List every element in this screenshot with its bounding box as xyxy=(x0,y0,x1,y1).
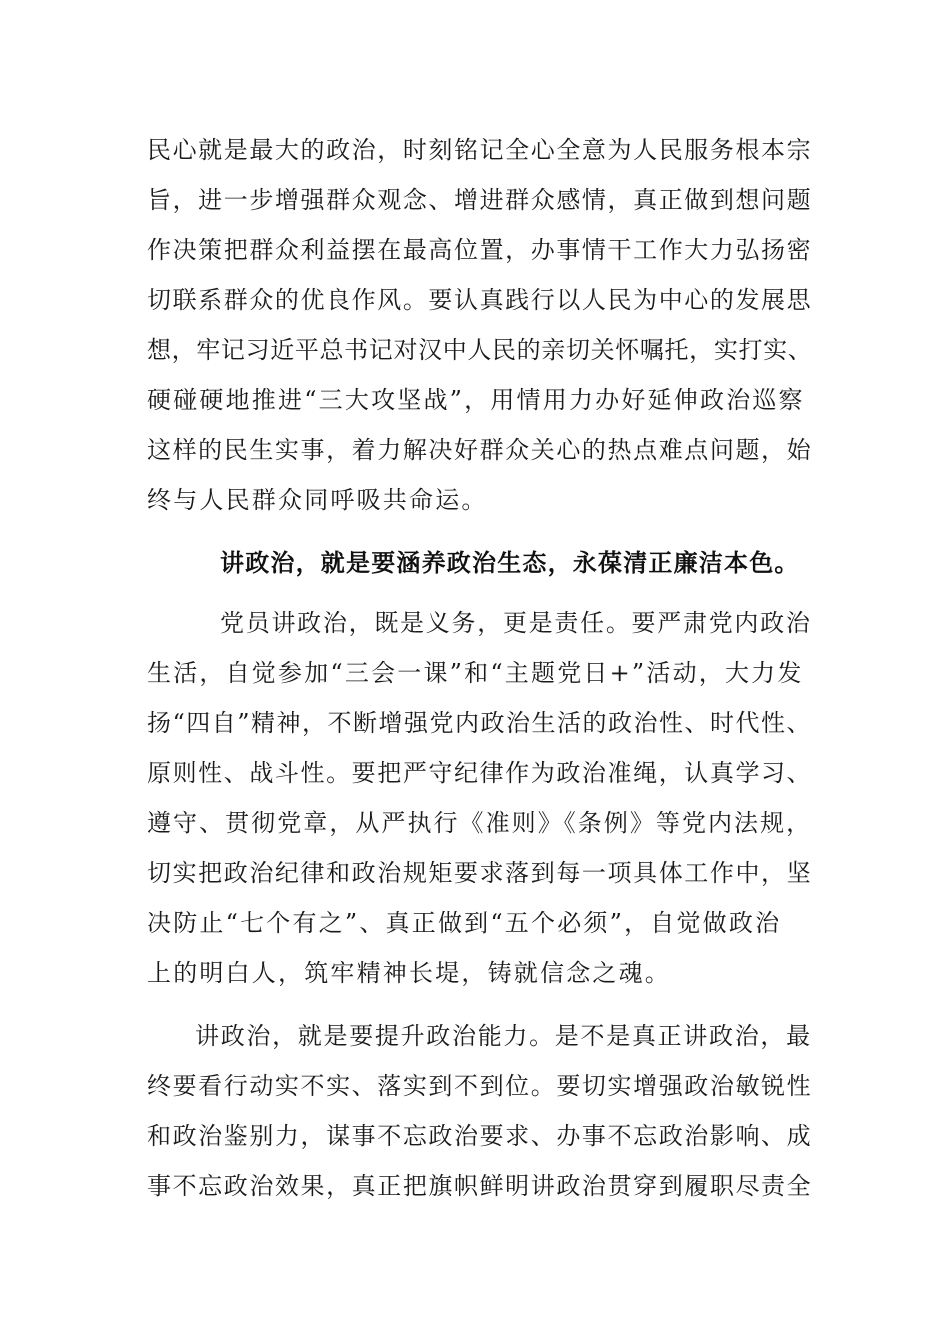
text-line: 终要看行动实不实、落实到不到位。要切实增强政治敏锐性 xyxy=(147,1072,813,1100)
text-line: 事不忘政治效果，真正把旗帜鲜明讲政治贯穿到履职尽责全 xyxy=(147,1172,813,1200)
text-line: 决防止“七个有之”、真正做到“五个必须”，自觉做政治 xyxy=(147,909,782,937)
text-line: 讲政治，就是要提升政治能力。是不是真正讲政治，最 xyxy=(195,1022,812,1050)
text-line: 切实把政治纪律和政治规矩要求落到每一项具体工作中，坚 xyxy=(147,859,813,887)
text-line: 生活，自觉参加“三会一课”和“主题党日+”活动，大力发 xyxy=(147,659,804,687)
text-line: 民心就是最大的政治，时刻铭记全心全意为人民服务根本宗 xyxy=(147,136,813,164)
text-line: 原则性、战斗性。要把严守纪律作为政治准绳，认真学习、 xyxy=(147,759,813,787)
text-line: 扬“四自”精神，不断增强党内政治生活的政治性、时代性、 xyxy=(147,709,812,737)
text-line: 旨，进一步增强群众观念、增进群众感情，真正做到想问题 xyxy=(147,186,813,214)
text-line: 上的明白人，筑牢精神长堤，铸就信念之魂。 xyxy=(147,959,671,987)
text-line: 这样的民生实事，着力解决好群众关心的热点难点问题，始 xyxy=(147,436,813,464)
text-line: 切联系群众的优良作风。要认真践行以人民为中心的发展思 xyxy=(147,286,813,314)
text-line: 硬碰硬地推进“三大攻坚战”，用情用力办好延伸政治巡察 xyxy=(147,386,805,414)
section-heading: 讲政治，就是要涵养政治生态，永葆清正廉洁本色。 xyxy=(220,549,800,577)
text-line: 作决策把群众利益摆在最高位置，办事情干工作大力弘扬密 xyxy=(147,236,813,264)
text-line: 党员讲政治，既是义务，更是责任。要严肃党内政治 xyxy=(220,609,812,637)
text-line: 和政治鉴别力，谋事不忘政治要求、办事不忘政治影响、成 xyxy=(147,1122,813,1150)
text-line: 终与人民群众同呼吸共命运。 xyxy=(147,486,488,514)
text-line: 想，牢记习近平总书记对汉中人民的亲切关怀嘱托，实打实、 xyxy=(147,336,813,364)
text-line: 遵守、贯彻党章，从严执行《准则》《条例》等党内法规， xyxy=(147,809,813,837)
